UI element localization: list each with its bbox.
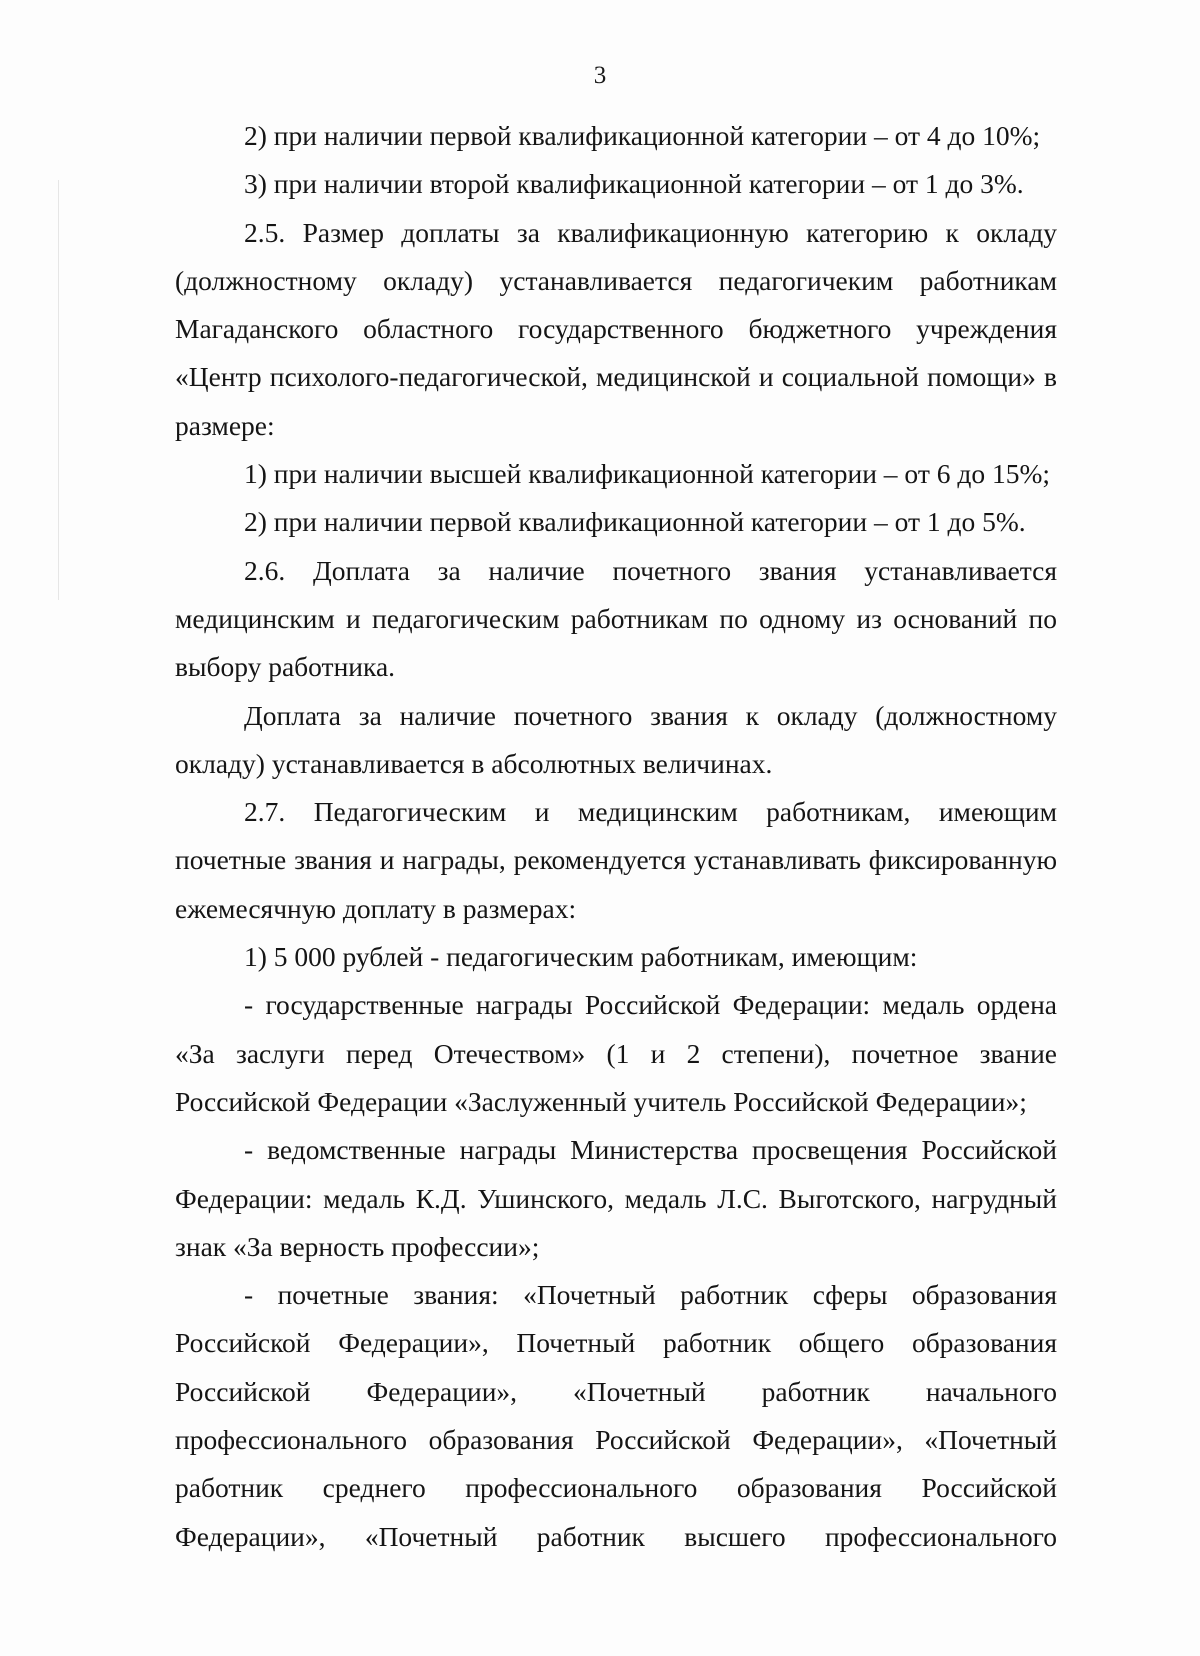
paragraph-2-5: 2.5. Размер доплаты за квалификационную категорию к окладу (должностному окладу) устанавливается педагогичеким работникам Магаданского областного государственного бюджетного учреждения «Центр психолого-педагогической, медицинской и социальной помощи» в размере: [175, 216, 1057, 441]
paragraph-2-6: 2.6. Доплата за наличие почетного звания устанавливается медицинским и педагогическим работникам по одному из оснований по выбору работника. [175, 554, 1057, 683]
paragraph-first-category-2: 2) при наличии первой квалификационной категории – от 1 до 5%. [244, 506, 1026, 538]
bullet-state-awards: - государственные награды Российской Федерации: медаль ордена «За заслуги перед Отечеством» (1 и 2 степени), почетное звание Российской Федерации «Заслуженный учитель Российской Федерации»; [175, 989, 1057, 1117]
paragraph-highest-category: 1) при наличии высшей квалификационной категории – от 6 до 15%; [244, 458, 1050, 490]
page-number: 3 [593, 62, 607, 89]
paragraph-5000-rubles: 1) 5 000 рублей - педагогическим работникам, имеющим: [244, 941, 918, 973]
bullet-honorary-titles: - почетные звания: «Почетный работник сферы образования Российской Федерации», Почетный работник общего образования Российской Федерации», «Почетный работник начального профессионального образования Российской Федерации», «Почетный работник среднего профессионального образования Российской Федерации», «Почетный работник высшего профессионального [175, 1279, 1057, 1552]
paragraph-second-category: 3) при наличии второй квалификационной категории – от 1 до 3%. [244, 168, 1024, 200]
paragraph-honorary-title-payment: Доплата за наличие почетного звания к окладу (должностному окладу) устанавливается в абсолютных величинах. [175, 699, 1057, 779]
document-body [175, 112, 1057, 1561]
paragraph-2-7: 2.7. Педагогическим и медицинским работникам, имеющим почетные звания и награды, рекомендуется устанавливать фиксированную ежемесячную доплату в размерах: [175, 796, 1057, 924]
bullet-departmental-awards: - ведомственные награды Министерства просвещения Российской Федерации: медаль К.Д. Ушинского, медаль Л.С. Выготского, нагрудный знак «За верность профессии»; [175, 1134, 1057, 1262]
scan-margin-line [58, 180, 59, 600]
paragraph-first-category: 2) при наличии первой квалификационной категории – от 4 до 10%; [244, 120, 1041, 151]
